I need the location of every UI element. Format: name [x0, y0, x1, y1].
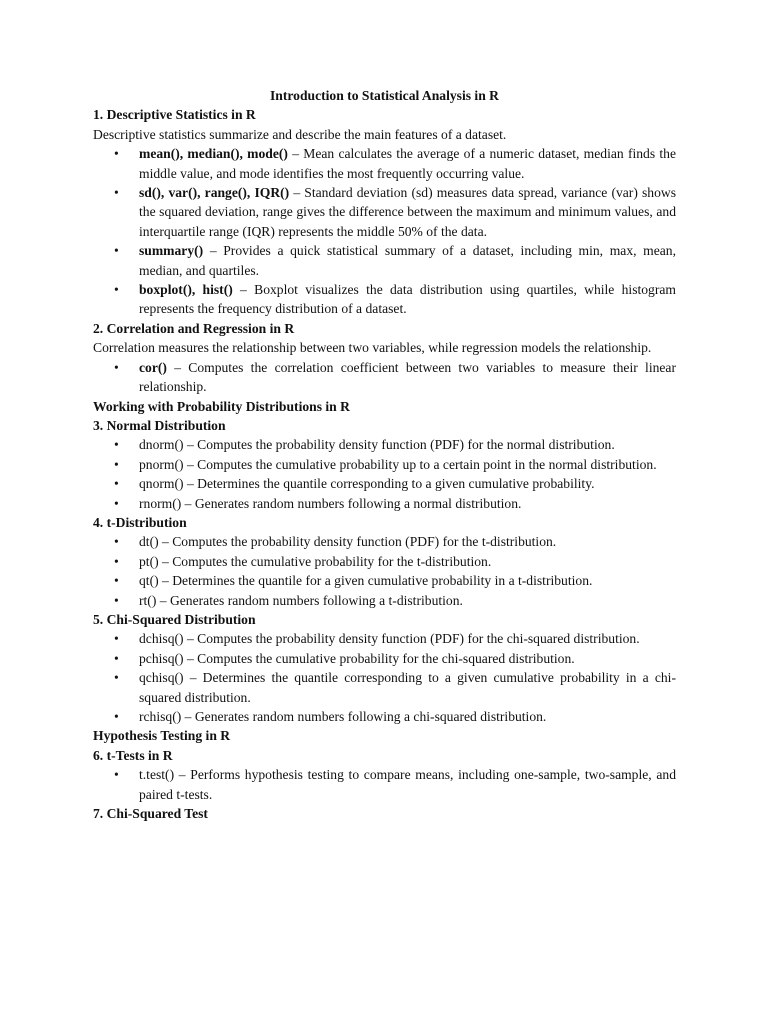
function-name: boxplot(), hist() — [139, 282, 233, 298]
section-heading: 5. Chi-Squared Distribution — [93, 611, 256, 627]
section-heading: 4. t-Distribution — [93, 514, 187, 530]
list-item — [93, 280, 676, 319]
list-item: • rnorm() – Generates random numbers following a normal distribution. — [93, 494, 676, 513]
bullet-list — [93, 144, 676, 319]
list-item — [93, 183, 676, 241]
function-description: – Mean calculates the average of a numeric dataset, median finds the middle value, and mode identifies the most frequently occurring value. — [139, 146, 676, 181]
function-description: – Standard deviation (sd) measures data spread, variance (var) shows the squared deviation, range gives the difference between the maximum and minimum values, and interquartile range (IQR) represents the middle 50% of the data. — [139, 185, 676, 239]
list-item: • dnorm() – Computes the probability density function (PDF) for the normal distribution. — [93, 435, 676, 454]
list-item — [93, 358, 676, 397]
list-item: • qt() – Determines the quantile for a given cumulative probability in a t-distribution. — [93, 571, 676, 590]
function-name: mean(), median(), mode() — [139, 146, 288, 162]
document-page — [93, 86, 676, 823]
function-description: – Provides a quick statistical summary of a dataset, including min, max, mean, median, and quartiles. — [139, 243, 676, 278]
bullet-list — [93, 358, 676, 397]
function-description: – Computes the correlation coefficient between two variables to measure their linear relationship. — [139, 359, 676, 395]
list-item: • qnorm() – Determines the quantile corresponding to a given cumulative probability. — [93, 474, 676, 493]
section-heading: 6. t-Tests in R — [93, 747, 173, 763]
list-item: • pchisq() – Computes the cumulative probability for the chi-squared distribution. — [93, 649, 676, 668]
part-heading: Working with Probability Distributions in R — [93, 398, 350, 414]
section-intro: Descriptive statistics summarize and describe the main features of a dataset. — [93, 126, 507, 142]
list-item — [93, 144, 676, 183]
function-name: summary() — [139, 243, 204, 259]
list-item: • pnorm() – Computes the cumulative probability up to a certain point in the normal distribution. — [93, 455, 676, 474]
function-description: – Boxplot visualizes the data distribution using quartiles, while histogram represents the frequency distribution of a dataset. — [139, 282, 676, 317]
section-heading: 1. Descriptive Statistics in R — [93, 107, 256, 123]
section-heading: 3. Normal Distribution — [93, 417, 226, 433]
part-heading: Hypothesis Testing in R — [93, 728, 231, 744]
list-item: • pt() – Computes the cumulative probability for the t-distribution. — [93, 552, 676, 571]
bullet-list — [93, 765, 676, 804]
bullet-list — [93, 532, 676, 610]
section-intro: Correlation measures the relationship between two variables, while regression models the relationship. — [93, 340, 652, 356]
list-item: • t.test() – Performs hypothesis testing to compare means, including one-sample, two-sample, and paired t-tests. — [93, 765, 676, 804]
section-heading: 7. Chi-Squared Test — [93, 806, 208, 822]
list-item: • dchisq() – Computes the probability density function (PDF) for the chi-squared distribution. — [93, 629, 676, 648]
bullet-list — [93, 629, 676, 726]
bullet-list — [93, 435, 676, 513]
list-item: • dt() – Computes the probability density function (PDF) for the t-distribution. — [93, 532, 676, 551]
list-item — [93, 241, 676, 280]
document-title: Introduction to Statistical Analysis in R — [270, 88, 499, 103]
list-item: • rchisq() – Generates random numbers following a chi-squared distribution. — [93, 707, 676, 726]
function-name: sd(), var(), range(), IQR() — [139, 185, 290, 201]
section-heading: 2. Correlation and Regression in R — [93, 320, 295, 336]
list-item: • qchisq() – Determines the quantile corresponding to a given cumulative probability in a chi-squared distribution. — [93, 668, 676, 707]
function-name: cor() — [139, 359, 167, 375]
list-item: • rt() – Generates random numbers following a t-distribution. — [93, 591, 676, 610]
